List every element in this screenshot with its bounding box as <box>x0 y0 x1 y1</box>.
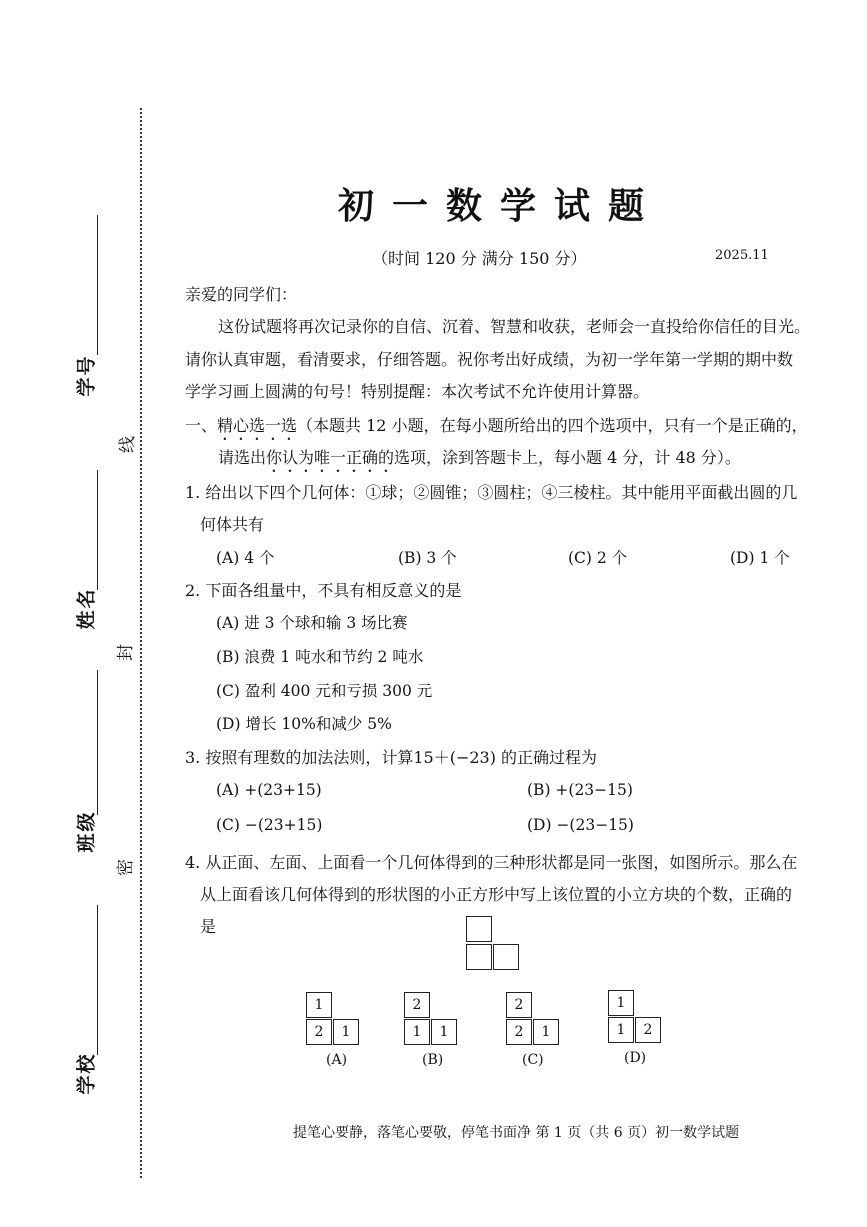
q2-stem: 2. 下面各组量中，不具有相反意义的是 <box>185 581 462 600</box>
name-label: 姓名 <box>75 587 98 630</box>
q4-b-top-cell: 2 <box>404 992 430 1018</box>
section-1-desc-2a: 请选出 <box>218 448 267 467</box>
q4-b-label: (B) <box>422 1052 444 1068</box>
q4-c-label: (C) <box>522 1052 544 1068</box>
intro-line-1: 这份试题将再次记录你的自信、沉着、智慧和收获，老师会一直投给你信任的目光。 <box>218 317 811 336</box>
q4-c-bottom-left-cell: 2 <box>506 1019 532 1045</box>
q4-d-top-cell: 1 <box>608 990 634 1016</box>
q3-option-a: (A) +(23+15) <box>216 781 322 799</box>
q4-stem-line-2: 从上面看该几何体得到的形状图的小正方形中写上该位置的小立方块的个数，正确的 <box>200 885 793 904</box>
school-blank <box>97 905 98 1055</box>
q4-a-bottom-right-cell: 1 <box>333 1019 359 1045</box>
exam-date: 2025.11 <box>715 248 769 263</box>
q4-d-bottom-right-cell: 2 <box>635 1017 661 1043</box>
q4-a-label: (A) <box>326 1052 348 1068</box>
section-1-name: 精心选一选 <box>217 416 298 435</box>
q1-stem-line-1: 1. 给出以下四个几何体：①球；②圆锥；③圆柱；④三棱柱。其中能用平面截出圆的几 <box>185 483 798 502</box>
class-label: 班级 <box>75 810 98 853</box>
q2-option-d: (D) 增长 10%和减少 5% <box>216 715 392 733</box>
binding-dotted-line <box>140 108 142 1178</box>
section-1-heading <box>185 413 808 444</box>
q4-ref-cell-bottom-b <box>493 944 519 970</box>
q4-a-top-cell: 1 <box>306 992 332 1018</box>
seal-char-line: 线 <box>118 436 138 453</box>
q4-b-bottom-right-cell: 1 <box>431 1019 457 1045</box>
q1-option-b: (B) 3 个 <box>398 549 457 567</box>
section-1-desc: （本题共 12 小题，在每小题所给出的四个选项中，只有一个是正确的， <box>297 416 808 435</box>
student-id-label: 学号 <box>75 354 98 397</box>
q3-option-b: (B) +(23−15) <box>527 781 633 799</box>
q3-stem: 3. 按照有理数的加法法则，计算15＋(−23) 的正确过程为 <box>185 748 598 767</box>
q4-stem-line-3: 是 <box>200 917 217 936</box>
q4-c-bottom-right-cell: 1 <box>533 1019 559 1045</box>
page-title: 初一数学试题 <box>337 185 662 227</box>
q1-option-a: (A) 4 个 <box>216 549 275 567</box>
q1-option-c: (C) 2 个 <box>568 549 628 567</box>
q4-d-label: (D) <box>624 1050 647 1066</box>
section-1-heading-line-2 <box>218 445 741 476</box>
page-footer: 提笔心要静，落笔心要敬，停笔书面净 第 1 页（共 6 页）初一数学试题 <box>293 1125 740 1141</box>
q1-option-d: (D) 1 个 <box>730 549 790 567</box>
intro-line-2: 请你认真审题，看清要求，仔细答题。祝你考出好成绩，为初一学年第一学期的期中数 <box>185 350 794 369</box>
student-id-blank <box>97 215 98 355</box>
section-1-desc-2b: 你认为唯一正确的 <box>266 448 395 467</box>
name-blank <box>97 470 98 590</box>
q4-c-top-cell: 2 <box>506 992 532 1018</box>
q3-option-d: (D) −(23−15) <box>527 816 634 834</box>
greeting: 亲爱的同学们： <box>185 285 298 304</box>
class-blank <box>97 670 98 815</box>
q4-a-bottom-left-cell: 2 <box>306 1019 332 1045</box>
section-1-desc-2c: 选项，涂到答题卡上，每小题 4 分，计 48 分）。 <box>394 448 741 467</box>
seal-char-feng: 封 <box>116 644 136 661</box>
q4-ref-cell-top <box>466 916 492 942</box>
q1-stem-line-2: 何体共有 <box>200 515 265 534</box>
seal-char-mi: 密 <box>116 859 136 876</box>
q4-ref-cell-bottom-a <box>466 944 492 970</box>
q4-stem-line-1: 4. 从正面、左面、上面看一个几何体得到的三种形状都是同一张图，如图所示。那么在 <box>185 853 798 872</box>
school-label: 学校 <box>75 1052 98 1095</box>
q3-option-c: (C) −(23+15) <box>216 816 323 834</box>
q2-option-b: (B) 浪费 1 吨水和节约 2 吨水 <box>216 648 424 666</box>
q4-b-bottom-left-cell: 1 <box>404 1019 430 1045</box>
intro-line-3: 学学习画上圆满的句号！特别提醒：本次考试不允许使用计算器。 <box>185 382 650 401</box>
q2-option-a: (A) 进 3 个球和输 3 场比赛 <box>216 614 408 632</box>
q2-option-c: (C) 盈利 400 元和亏损 300 元 <box>216 682 433 700</box>
q4-d-bottom-left-cell: 1 <box>608 1017 634 1043</box>
section-1-number: 一、 <box>185 416 218 435</box>
exam-time-info: （时间 120 分 满分 150 分） <box>372 249 587 268</box>
